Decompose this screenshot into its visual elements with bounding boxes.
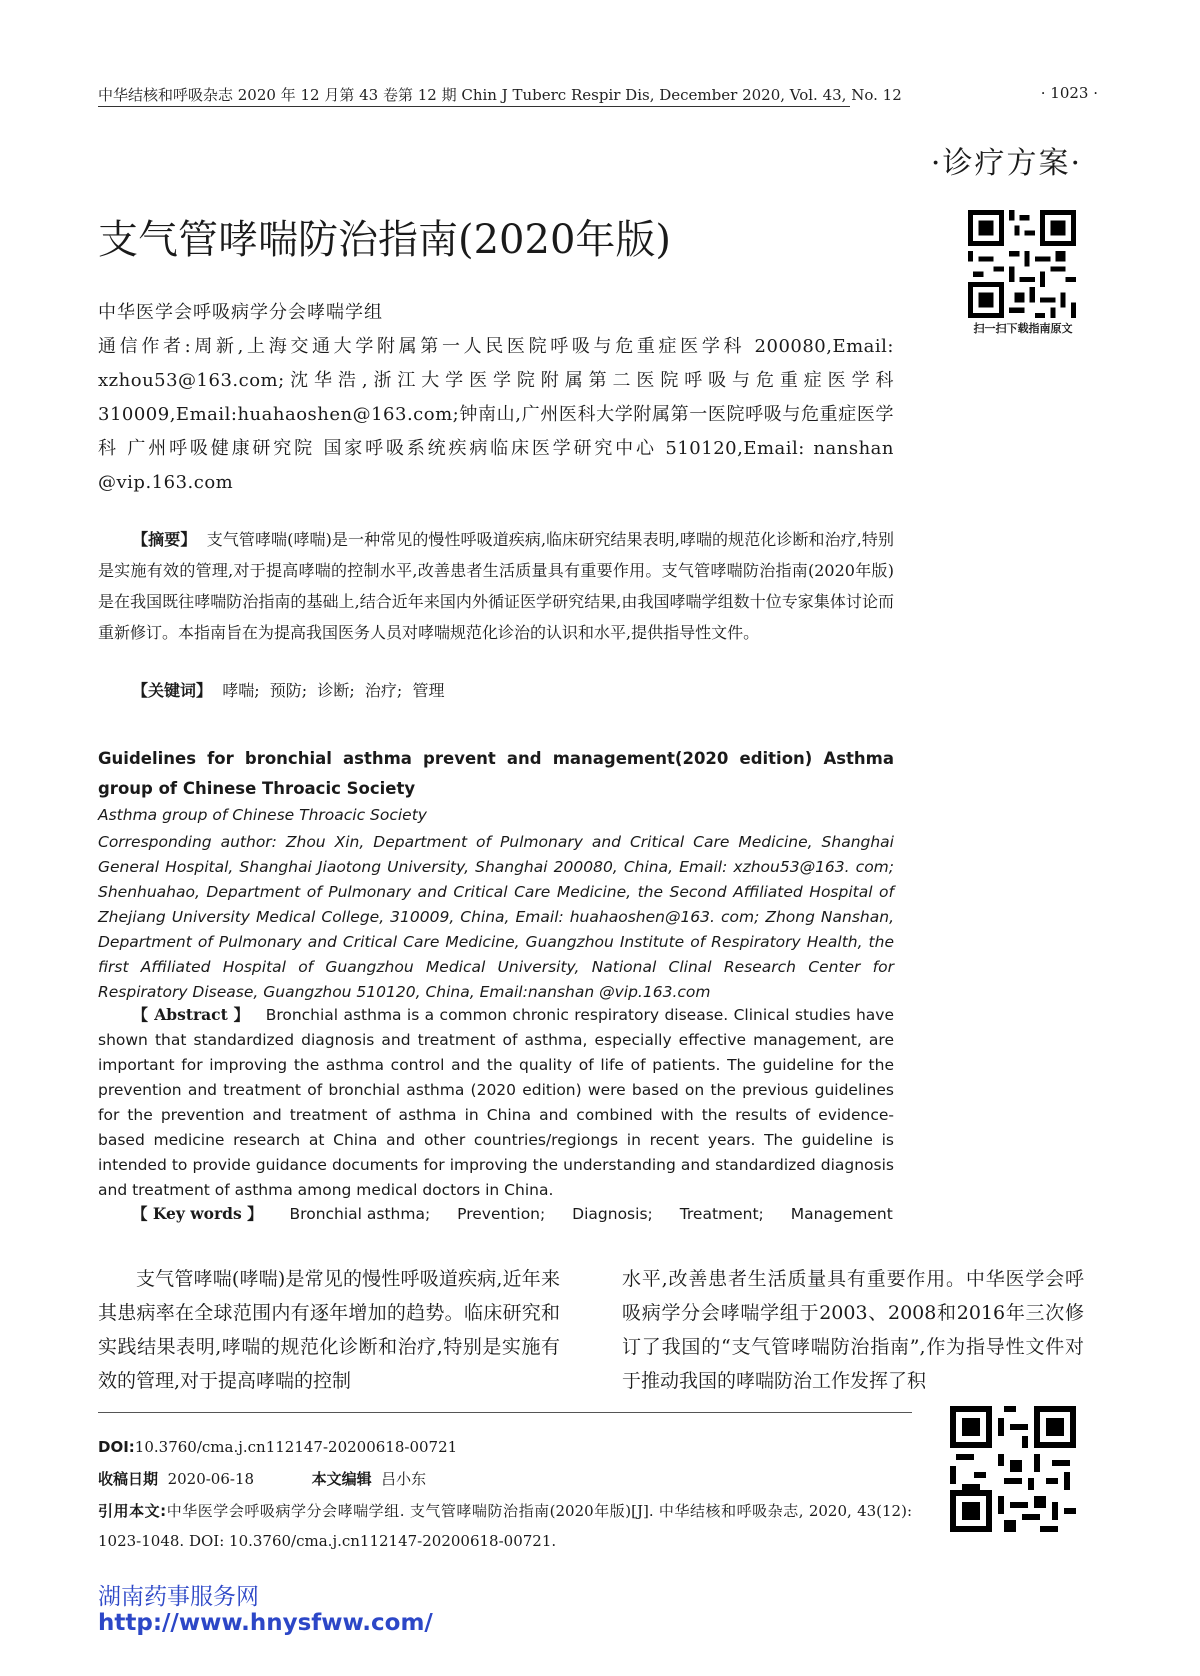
keyword-cn: 治疗; bbox=[364, 681, 403, 700]
qr-code-icon bbox=[950, 1406, 1076, 1532]
keyword-cn: 预防; bbox=[269, 681, 308, 700]
cite-label: 引用本文: bbox=[98, 1502, 167, 1520]
english-keyword: Bronchial asthma; bbox=[289, 1205, 431, 1223]
abstract-cn-label: 【摘要】 bbox=[132, 530, 197, 549]
page-title: 支气管哮喘防治指南(2020年版) bbox=[98, 217, 672, 263]
citation bbox=[98, 1496, 912, 1556]
section-label: ·诊疗方案· bbox=[930, 146, 1082, 181]
footer-rule bbox=[98, 1412, 912, 1413]
english-abstract bbox=[98, 1002, 894, 1203]
keywords-cn-label: 【关键词】 bbox=[132, 681, 213, 700]
received-date: 2020-06-18 bbox=[167, 1470, 255, 1488]
english-keyword: Treatment; bbox=[679, 1205, 764, 1223]
body-column-right: 水平,改善患者生活质量具有重要作用。中华医学会呼吸病学分会哮喘学组于2003、2008和2016年三次修订了我国的“支气管哮喘防治指南”,作为指导性文件对于推动我国的哮喘防治工作发挥了积 bbox=[622, 1268, 1084, 1392]
english-keywords-label: 【 Key words 】 bbox=[132, 1204, 263, 1223]
header-rule bbox=[98, 106, 850, 107]
english-keyword: Management bbox=[790, 1205, 893, 1223]
dates-line bbox=[98, 1468, 426, 1489]
qr-code-icon bbox=[968, 210, 1076, 318]
page-number: · 1023 · bbox=[1040, 84, 1098, 102]
english-keywords bbox=[132, 1202, 893, 1224]
abstract-cn bbox=[98, 524, 894, 648]
keyword-cn: 管理 bbox=[412, 681, 445, 700]
keyword-cn: 哮喘; bbox=[222, 681, 260, 700]
journal-header: 中华结核和呼吸杂志 2020 年 12 月第 43 卷第 12 期 Chin J Tuberc Respir Dis, December 2020, Vol. 43, No. 12 bbox=[98, 86, 902, 104]
watermark-url[interactable]: http://www.hnysfww.com/ bbox=[98, 1610, 433, 1636]
abstract-cn-text: 支气管哮喘(哮喘)是一种常见的慢性呼吸道疾病,临床研究结果表明,哮喘的规范化诊断和治疗,特别是实施有效的管理,对于提高哮喘的控制水平,改善患者生活质量具有重要作用。支气管哮喘防治指南(2020年版)是在我国既往哮喘防治指南的基础上,结合近年来国内外循证医学研究结果,由我国哮喘学组数十位专家集体讨论而重新修订。本指南旨在为提高我国医务人员对哮喘规范化诊治的认识和水平,提供指导性文件。 bbox=[98, 530, 894, 642]
keyword-cn: 诊断; bbox=[317, 681, 355, 700]
english-keyword: Diagnosis; bbox=[572, 1205, 653, 1223]
received-label: 收稿日期 bbox=[98, 1470, 159, 1488]
corresponding-cn: 通信作者:周新,上海交通大学附属第一人民医院呼吸与危重症医学科 200080,Email: xzhou53@163.com;沈华浩,浙江大学医学院附属第二医院呼吸与危重症医学科 310009,Email:huahaoshen@163.com;钟南山,广州医科大学附属第一医院呼吸与危重症医学科 广州呼吸健康研究院 国家呼吸系统疾病临床医学研究中心 510120,Email: nanshan @vip.163.com bbox=[98, 336, 894, 493]
body-column-left: 支气管哮喘(哮喘)是常见的慢性呼吸道疾病,近年来其患病率在全球范围内有逐年增加的趋势。临床研究和实践结果表明,哮喘的规范化诊断和治疗,特别是实施有效的管理,对于提高哮喘的控制 bbox=[98, 1268, 560, 1392]
editor-name: 吕小东 bbox=[381, 1470, 427, 1488]
qr-caption: 扫一扫下载指南原文 bbox=[973, 322, 1073, 335]
english-authors: Asthma group of Chinese Throacic Society bbox=[98, 806, 427, 824]
cite-text: 中华医学会呼吸病学分会哮喘学组. 支气管哮喘防治指南(2020年版)[J]. 中华结核和呼吸杂志, 2020, 43(12): 1023-1048. DOI: 10.3760/cma.j.cn112147-20200618-00721. bbox=[98, 1502, 912, 1550]
english-title: Guidelines for bronchial asthma prevent and management(2020 edition) Asthma group of Chinese Throacic Society bbox=[98, 749, 894, 798]
english-abstract-label: 【 Abstract 】 bbox=[132, 1005, 250, 1024]
doi-value: 10.3760/cma.j.cn112147-20200618-00721 bbox=[134, 1438, 458, 1456]
authors-cn: 中华医学会呼吸病学分会哮喘学组 bbox=[98, 302, 383, 323]
english-keyword: Prevention; bbox=[457, 1205, 546, 1223]
english-abstract-text: Bronchial asthma is a common chronic respiratory disease. Clinical studies have shown that standardized diagnosis and treatment of asthma, especially effective management, are important for improving the asthma control and the quality of life of patients. The guideline for the prevention and treatment of bronchial asthma (2020 edition) were based on the previous guidelines for the prevention and treatment of asthma in China and combined with the results of evidence-based medicine research at China and other countries/regiongs in recent years. The guideline is intended to provide guidance documents for improving the understanding and standardized diagnosis and treatment of asthma among medical doctors in China. bbox=[98, 1006, 895, 1199]
editor-label: 本文编辑 bbox=[311, 1470, 372, 1488]
keywords-cn bbox=[132, 678, 445, 701]
watermark-name: 湖南药事服务网 bbox=[98, 1584, 259, 1610]
doi-label: DOI: bbox=[98, 1438, 135, 1456]
english-corresponding: Corresponding author: Zhou Xin, Department of Pulmonary and Critical Care Medicine, Shanghai General Hospital, Shanghai Jiaotong University, Shanghai 200080, China, Email: xzhou53@163. com; Shenhuahao, Department of Pulmonary and Critical Care Medicine, the Second Affiliated Hospital of Zhejiang University Medical College, 310009, China, Email: huahaoshen@163. com; Zhong Nanshan, Department of Pulmonary and Critical Care Medicine, Guangzhou Institute of Respiratory Health, the first Affiliated Hospital of Guangzhou Medical University, National Clinal Research Center for Respiratory Disease, Guangzhou 510120, China, Email:nanshan @vip.163.com bbox=[98, 833, 894, 1001]
doi-line bbox=[98, 1438, 457, 1456]
